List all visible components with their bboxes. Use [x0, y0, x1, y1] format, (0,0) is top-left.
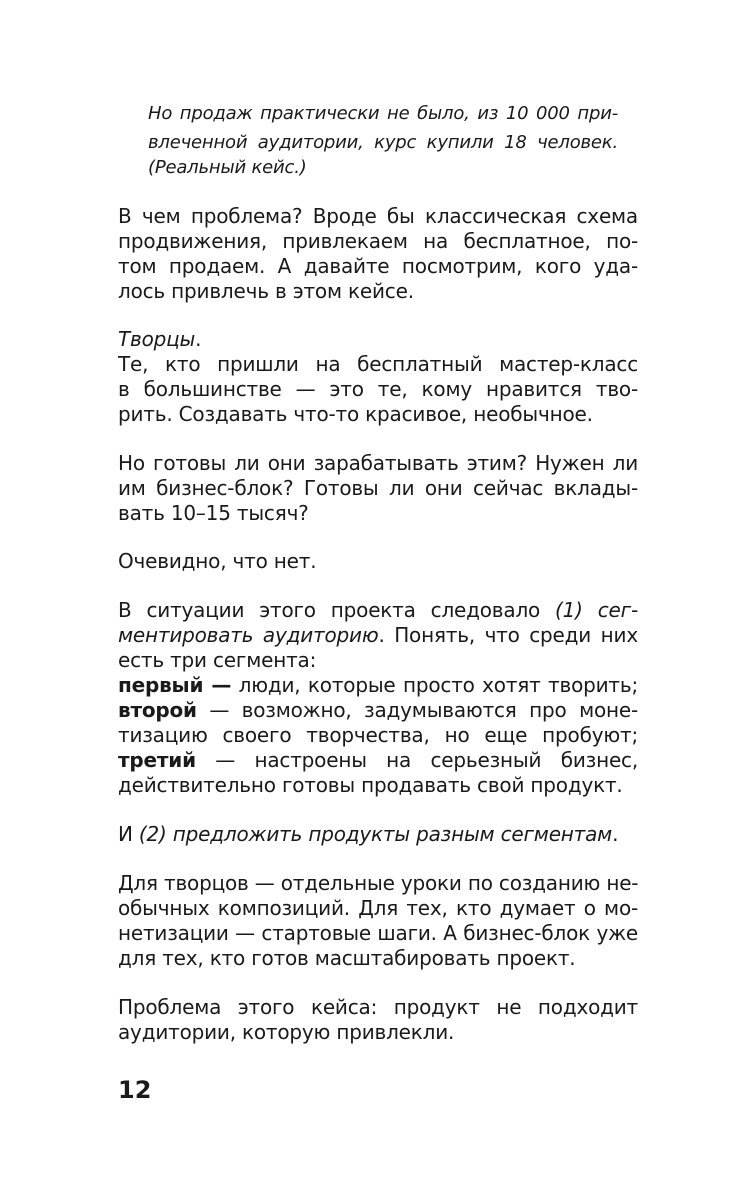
text-run: — возможно, задумываются про моне- [196, 698, 638, 722]
emphasis-run: ментировать аудиторию [118, 623, 379, 647]
text-run: . Понять, что среди них [378, 623, 638, 647]
paragraph-line [118, 822, 618, 847]
paragraph-line: вать 10–15 тысяч? [118, 501, 309, 525]
segment-line [118, 698, 638, 723]
paragraph-line: есть три сегмента: [118, 648, 317, 672]
segment-line: действительно готовы продавать свой продукт. [118, 773, 623, 797]
paragraph-line [118, 623, 638, 648]
paragraph-line: Для творцов — отдельные уроки по созданию не- [118, 871, 639, 895]
paragraph-line: Проблема этого кейса: продукт не подходит [118, 995, 638, 1019]
emphasis-run: (1) сег- [555, 598, 638, 622]
page-number: 12 [118, 1076, 152, 1104]
paragraph-line: аудитории, которую привлекли. [118, 1020, 455, 1044]
paragraph-line: Очевидно, что нет. [118, 549, 317, 573]
text-run: . [612, 822, 619, 846]
section-heading [118, 327, 201, 352]
text-run: — настроены на серьезный бизнес, [195, 748, 638, 772]
segment-line [118, 748, 638, 773]
paragraph-line: для тех, кто готов масштабировать проект. [118, 946, 576, 970]
text-run: люди, которые просто хотят творить; [231, 673, 638, 697]
paragraph-line [118, 598, 638, 623]
segment-line [118, 673, 638, 698]
segment-line: тизацию своего творчества, но еще пробуют; [118, 723, 638, 747]
paragraph-line: том продаем. А давайте посмотрим, кого уда- [118, 254, 638, 278]
paragraph-line: продвижения, привлекаем на бесплатное, по- [118, 229, 638, 253]
text-run: И [118, 822, 139, 846]
text-run: В ситуации этого проекта следовало [118, 598, 556, 622]
paragraph-line: В чем проблема? Вроде бы классическая схема [118, 204, 638, 228]
segment-label: второй [118, 698, 197, 722]
paragraph-line: лось привлечь в этом кейсе. [118, 279, 414, 303]
paragraph-line: Те, кто пришли на бесплатный мастер-класс [118, 352, 638, 376]
emphasis-run: (2) предложить продукты разным сегментам [138, 822, 613, 846]
quote-line: (Реальный кейс.) [148, 157, 307, 178]
heading-dot: . [195, 327, 202, 351]
paragraph-line: рить. Создавать что-то красивое, необычное. [118, 402, 593, 426]
heading-text: Творцы [118, 327, 196, 351]
quote-line: влеченной аудитории, курс купили 18 человек. [148, 132, 618, 153]
paragraph-line: им бизнес-блок? Готовы ли они сейчас вклады- [118, 476, 638, 500]
segment-label: первый — [118, 673, 232, 697]
quote-line: Но продаж практически не было, из 10 000 при- [148, 103, 618, 124]
paragraph-line: нетизации — стартовые шаги. А бизнес-блок уже [118, 921, 638, 945]
paragraph-line: Но готовы ли они зарабатывать этим? Нужен ли [118, 451, 638, 475]
paragraph-line: в большинстве — это те, кому нравится тво- [118, 377, 638, 401]
paragraph-line: обычных композиций. Для тех, кто думает о мо- [118, 896, 638, 920]
segment-label: третий [118, 748, 196, 772]
